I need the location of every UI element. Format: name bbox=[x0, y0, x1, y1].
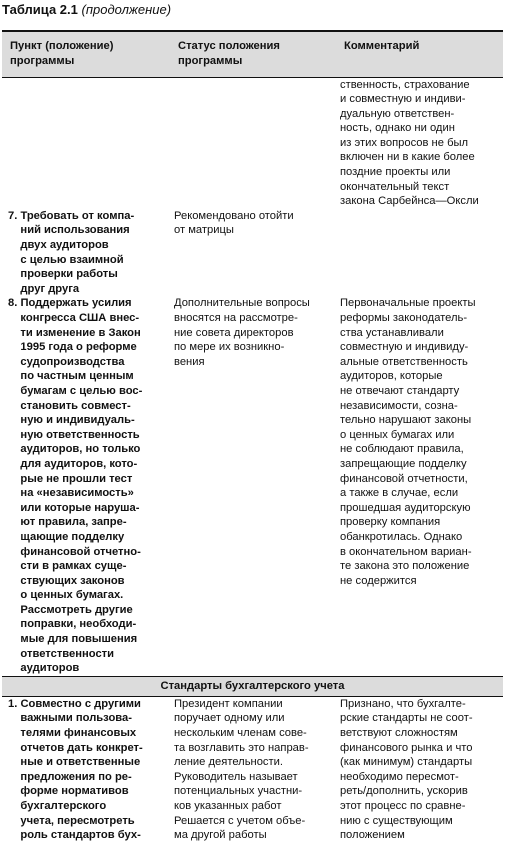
table-row bbox=[2, 77, 503, 209]
table-row bbox=[2, 296, 503, 676]
row-comment-cell: Признано, что бухгалте- рские стандарты не соот- ветствуют сложностям финансового рынка и что (как минимум) стандарты необходимо пересмот- реть/дополнить, ускорив этот процесс по сравне- нию с существующим положением bbox=[340, 697, 473, 842]
header-program-status: Статус положения программы bbox=[170, 31, 336, 77]
row-comment-cell bbox=[336, 209, 503, 297]
table-caption bbox=[2, 1, 171, 19]
row-status-cell: Дополнительные вопросы вносятся на рассмотре- ние совета директоров по мере их возникно- вения bbox=[174, 297, 310, 368]
table-caption-title: Таблица 2.1 bbox=[2, 2, 78, 17]
row-comment-cell: ственность, страхование и совместную и индиви- дуальную ответствен- ность, однако ни один из этих вопросов не был включен ни в какие более поздние проекты или окончательный текст закона Сарбейнса—Оксли bbox=[340, 78, 479, 208]
row-item-cell: 1. Совместно с другими важными пользова- телями финансовых отчетов дать конкрет- ные и ответственные предложения по ре- форме нормативов бухгалтерского учета, пересмотреть роль стандартов бух- bbox=[8, 697, 143, 842]
row-item-cell bbox=[2, 77, 170, 209]
section-title: Стандарты бухгалтерского учета bbox=[2, 676, 503, 696]
table-caption-suffix: (продолжение) bbox=[81, 2, 172, 17]
table-row bbox=[2, 209, 503, 297]
section-header-row bbox=[2, 676, 503, 696]
row-item-cell: 7. Требовать от компа- ний использования двух аудиторов с целью взаимной проверки работы друг друга bbox=[8, 209, 135, 295]
row-comment-cell: Первоначальные проекты реформы законодатель- ства устанавливали совместную и индивиду- альные ответственность аудиторов, которые не отвечают стандарту независимости, созна- тельно нарушают законы о ценных бумагах или не соблюдают правила, запрещающие подделку финансовой отчетности, а также в случае, если прошедшая аудиторскую проверку компания обанкротилась. Однако в окончательном вариан- те закона это положение не содержится bbox=[340, 297, 476, 587]
row-status-cell: Рекомендовано отойти от матрицы bbox=[174, 209, 294, 237]
header-program-item: Пункт (положение) программы bbox=[2, 31, 170, 77]
table-row bbox=[2, 696, 503, 842]
program-table bbox=[2, 30, 503, 843]
header-comment: Комментарий bbox=[336, 31, 503, 77]
row-status-cell: Президент компании поручает одному или нескольким членам сове- та возглавить это направ- ление деятельности. Руководитель называет потенциальных участни- ков указанных работ Решается с учетом объе- ма другой работы bbox=[174, 697, 309, 842]
row-status-cell bbox=[170, 77, 336, 209]
table-header-row bbox=[2, 31, 503, 77]
row-item-cell: 8. Поддержать усилия конгресса США внес- ти изменение в Закон 1995 года о реформе судопроизводства по частным ценным бумагам с целью вос- становить совмест- ную и индивидуаль- ную ответственность аудиторов, но только для аудиторов, кото- рые не прошли тест на «независимость» или которые наруша- ют правила, запре- щающие подделку финансовой отчетно- сти в рамках суще- ствующих законов о ценных бумагах. Рассмотреть другие поправки, необходи- мые для повышения ответственности аудиторов bbox=[8, 297, 143, 675]
